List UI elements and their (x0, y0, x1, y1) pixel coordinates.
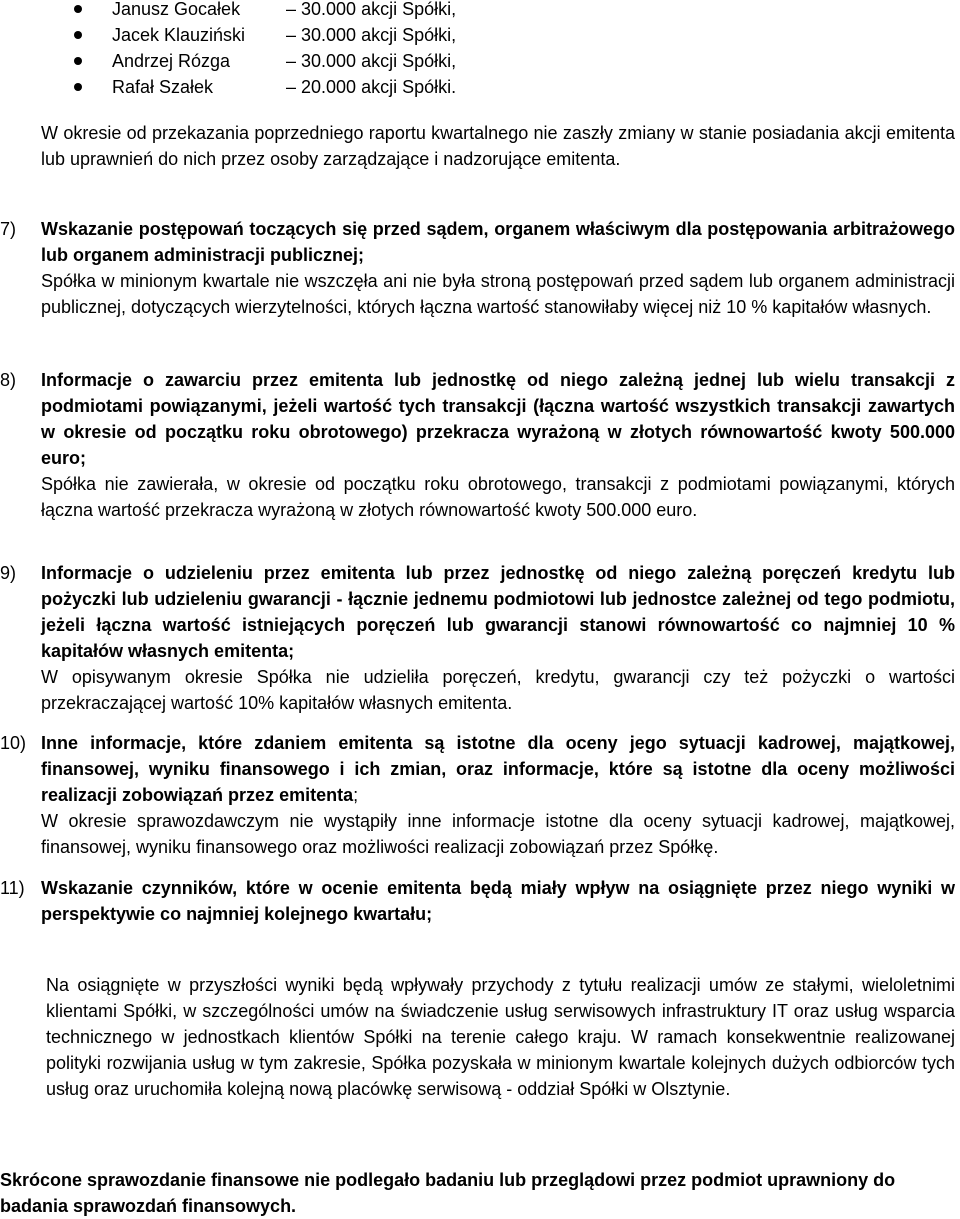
section-heading: Informacje o udzieleniu przez emitenta lub przez jednostkę od niego zależną poręczeń kredytu lub pożyczki lub udzieleniu gwarancji - łącznie jednemu podmiotowi lub jednostce zależnej od tego podmiotu, jeżeli łączna wartość istniejących poręczeń lub gwarancji stanowi równowartość co najmniej 10 % kapitałów własnych emitenta; (41, 563, 955, 661)
shareholder-item (74, 22, 774, 48)
shareholder-item (74, 48, 774, 74)
shareholder-item (74, 74, 774, 100)
shareholder-name: Janusz Gocałek (112, 0, 241, 19)
section-heading (41, 730, 955, 808)
shareholder-name: Rafał Szałek (112, 77, 214, 97)
bullet-icon (74, 31, 82, 39)
audit-note: Skrócone sprawozdanie finansowe nie podlegało badaniu lub przeglądowi przez podmiot uprawniony do badania sprawozdań finansowych. (0, 1170, 896, 1216)
section-number: 11) (0, 878, 25, 898)
section-heading: Wskazanie postępowań toczących się przed sądem, organem właściwym dla postępowania arbitrażowego lub organem administracji publicznej; (41, 219, 955, 265)
shareholder-shares: – 30.000 akcji Spółki, (286, 25, 457, 45)
shareholder-shares: – 30.000 akcji Spółki, (286, 0, 457, 19)
section-body (41, 875, 955, 927)
section-number: 7) (0, 219, 17, 239)
shareholder-name: Jacek Klauziński (112, 25, 246, 45)
section-body (41, 367, 955, 523)
section-number: 10) (0, 733, 27, 753)
bullet-icon (74, 57, 82, 65)
section-number: 8) (0, 370, 17, 390)
shareholder-shares: – 20.000 akcji Spółki. (286, 77, 457, 97)
section-heading: Informacje o zawarciu przez emitenta lub jednostkę od niego zależną jednej lub wielu transakcji z podmiotami powiązanymi, jeżeli wartość tych transakcji (łączna wartość wszystkich transakcji zawartych w okresie od początku roku obrotowego) przekracza wyrażoną w złotych równowartość kwoty 500.000 euro; (41, 370, 955, 468)
shareholder-shares: – 30.000 akcji Spółki, (286, 51, 457, 71)
shareholder-name: Andrzej Rózga (112, 51, 231, 71)
section-number: 9) (0, 563, 17, 583)
section-text: Spółka w minionym kwartale nie wszczęła ani nie była stroną postępowań przed sądem lub organem administracji publicznej, dotyczących wierzytelności, których łączna wartość stanowiłaby więcej niż 10 % kapitałów własnych. (41, 271, 955, 317)
section-body (41, 730, 955, 860)
bullet-icon (74, 83, 82, 91)
section-heading-suffix: ; (353, 785, 359, 805)
section-heading: Wskazanie czynników, które w ocenie emitenta będą miały wpływ na osiągnięte przez niego wyniki w perspektywie co najmniej kolejnego kwartału; (41, 878, 955, 924)
section-text: W okresie sprawozdawczym nie wystąpiły inne informacje istotne dla oceny sytuacji kadrowej, majątkowej, finansowej, wyniku finansowego oraz możliwości realizacji zobowiązań przez Spółkę. (41, 811, 955, 857)
shareholder-list (74, 0, 774, 100)
section-text: W opisywanym okresie Spółka nie udzieliła poręczeń, kredytu, gwarancji czy też pożyczki o wartości przekraczającej wartość 10% kapitałów własnych emitenta. (41, 667, 955, 713)
bullet-icon (74, 5, 82, 13)
section-body (41, 216, 955, 320)
section-body (41, 560, 955, 716)
section-heading-text: Inne informacje, które zdaniem emitenta są istotne dla oceny jego sytuacji kadrowej, majątkowej, finansowej, wyniku finansowego i ich zmian, oraz informacje, które są istotne dla oceny możliwości realizacji zobowiązań przez emitenta (41, 733, 955, 805)
shareholder-item (74, 0, 774, 22)
section-text: Spółka nie zawierała, w okresie od początku roku obrotowego, transakcji z podmiotami powiązanymi, których łączna wartość przekracza wyrażoną w złotych równowartość kwoty 500.000 euro. (41, 474, 955, 520)
intro-paragraph: W okresie od przekazania poprzedniego raportu kwartalnego nie zaszły zmiany w stanie posiadania akcji emitenta lub uprawnień do nich przez osoby zarządzające i nadzorujące emitenta. (41, 123, 955, 169)
outlook-paragraph: Na osiągnięte w przyszłości wyniki będą wpływały przychody z tytułu realizacji umów ze stałymi, wieloletnimi klientami Spółki, w szczególności umów na świadczenie usług serwisowych infrastruktury IT oraz usług wsparcia technicznego w jednostkach klientów Spółki na terenie całego kraju. W ramach konsekwentnie realizowanej polityki rozwijania usług w tym zakresie, Spółka pozyskała w minionym kwartale kolejnych dużych odbiorców tych usług oraz uruchomiła kolejną nową placówkę serwisową - oddział Spółki w Olsztynie. (46, 975, 955, 1099)
